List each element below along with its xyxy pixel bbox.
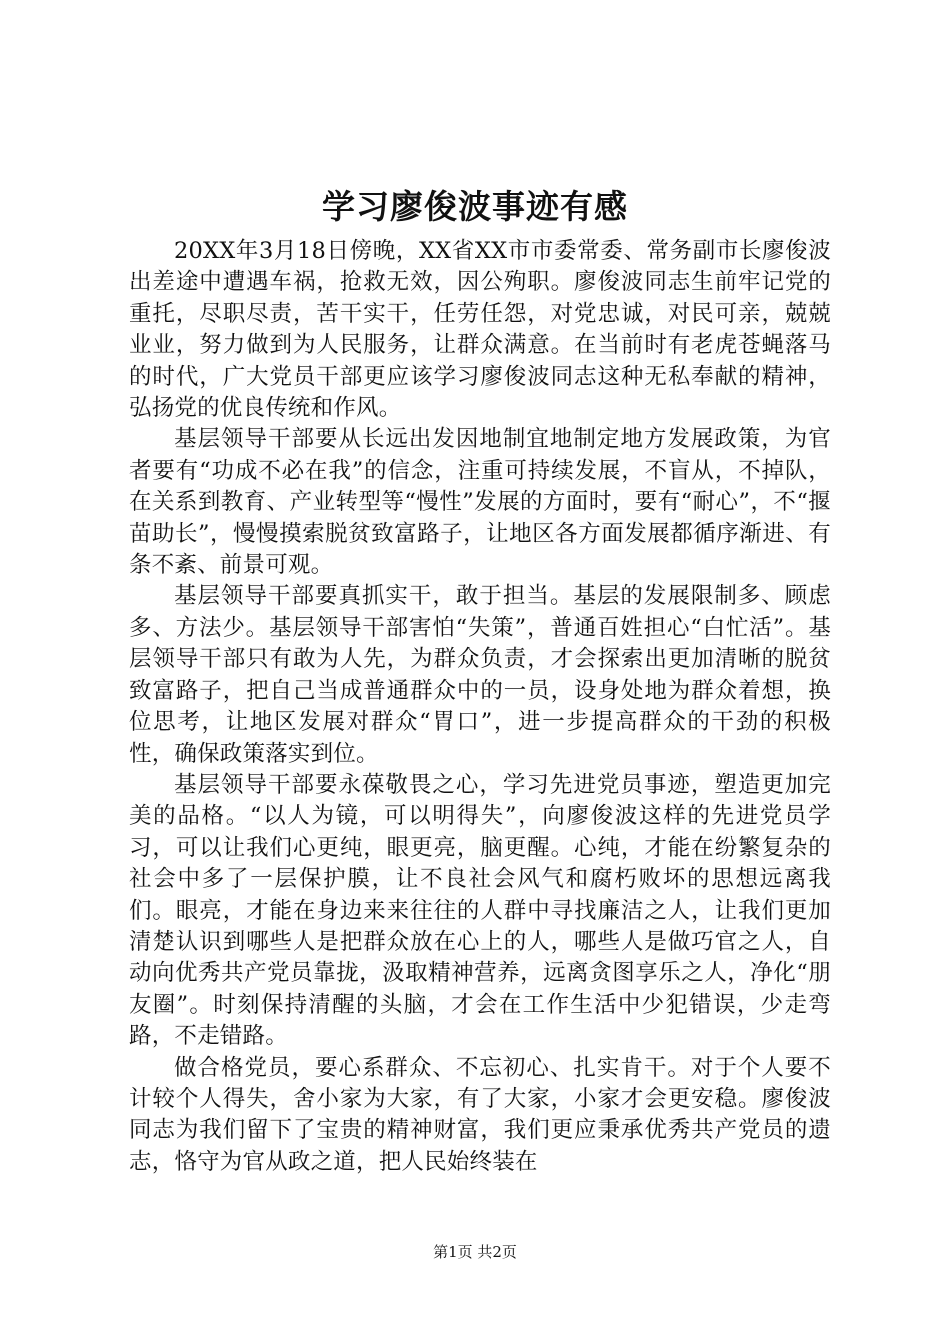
paragraph-4: 基层领导干部要永葆敬畏之心，学习先进党员事迹，塑造更加完美的品格。“以人为镜，可以明得失”，向廖俊波这样的先进党员学习，可以让我们心更纯，眼更亮，脑更醒。心纯，才能在纷繁复杂的社会中多了一层保护膜，让不良社会风气和腐朽败坏的思想远离我们。眼亮，才能在身边来来往往的人群中寻找廉洁之人，让我们更加清楚认识到哪些人是把群众放在心上的人，哪些人是做巧官之人，自动向优秀共产党员靠拢，汲取精神营养，远离贪图享乐之人，净化“朋友圈”。时刻保持清醒的头脑，才会在工作生活中少犯错误，少走弯路，不走错路。 <box>129 771 831 1050</box>
page-footer: 第1页 共2页 <box>433 1243 517 1261</box>
paragraph-5: 做合格党员，要心系群众、不忘初心、扎实肯干。对于个人要不计较个人得失，舍小家为大家，有了大家，小家才会更安稳。廖俊波同志为我们留下了宝贵的精神财富，我们更应秉承优秀共产党员的遗志，恪守为官从政之道，把人民始终装在 <box>129 1054 831 1175</box>
paragraph-2: 基层领导干部要从长远出发因地制宜地制定地方发展政策，为官者要有“功成不必在我”的信念，注重可持续发展，不盲从，不掉队，在关系到教育、产业转型等“慢性”发展的方面时，要有“耐心”，不“揠苗助长”，慢慢摸索脱贫致富路子，让地区各方面发展都循序渐进、有条不紊、前景可观。 <box>129 426 831 579</box>
document-title: 学习廖俊波事迹有感 <box>322 187 628 226</box>
paragraph-3: 基层领导干部要真抓实干，敢于担当。基层的发展限制多、顾虑多、方法少。基层领导干部害怕“失策”，普通百姓担心“白忙活”。基层领导干部只有敢为人先，为群众负责，才会探索出更加清晰的脱贫致富路子，把自己当成普通群众中的一员，设身处地为群众着想，换位思考，让地区发展对群众“胃口”，进一步提高群众的干劲的积极性，确保政策落实到位。 <box>129 583 831 767</box>
paragraph-1: 20XX年3月18日傍晚，XX省XX市市委常委、常务副市长廖俊波出差途中遭遇车祸，抢救无效，因公殉职。廖俊波同志生前牢记党的重托，尽职尽责，苦干实干，任劳任怨，对党忠诚，对民可亲，兢兢业业，努力做到为人民服务，让群众满意。在当前时有老虎苍蝇落马的时代，广大党员干部更应该学习廖俊波同志这种无私奉献的精神，弘扬党的优良传统和作风。 <box>129 238 831 422</box>
document-body <box>129 236 831 1178</box>
